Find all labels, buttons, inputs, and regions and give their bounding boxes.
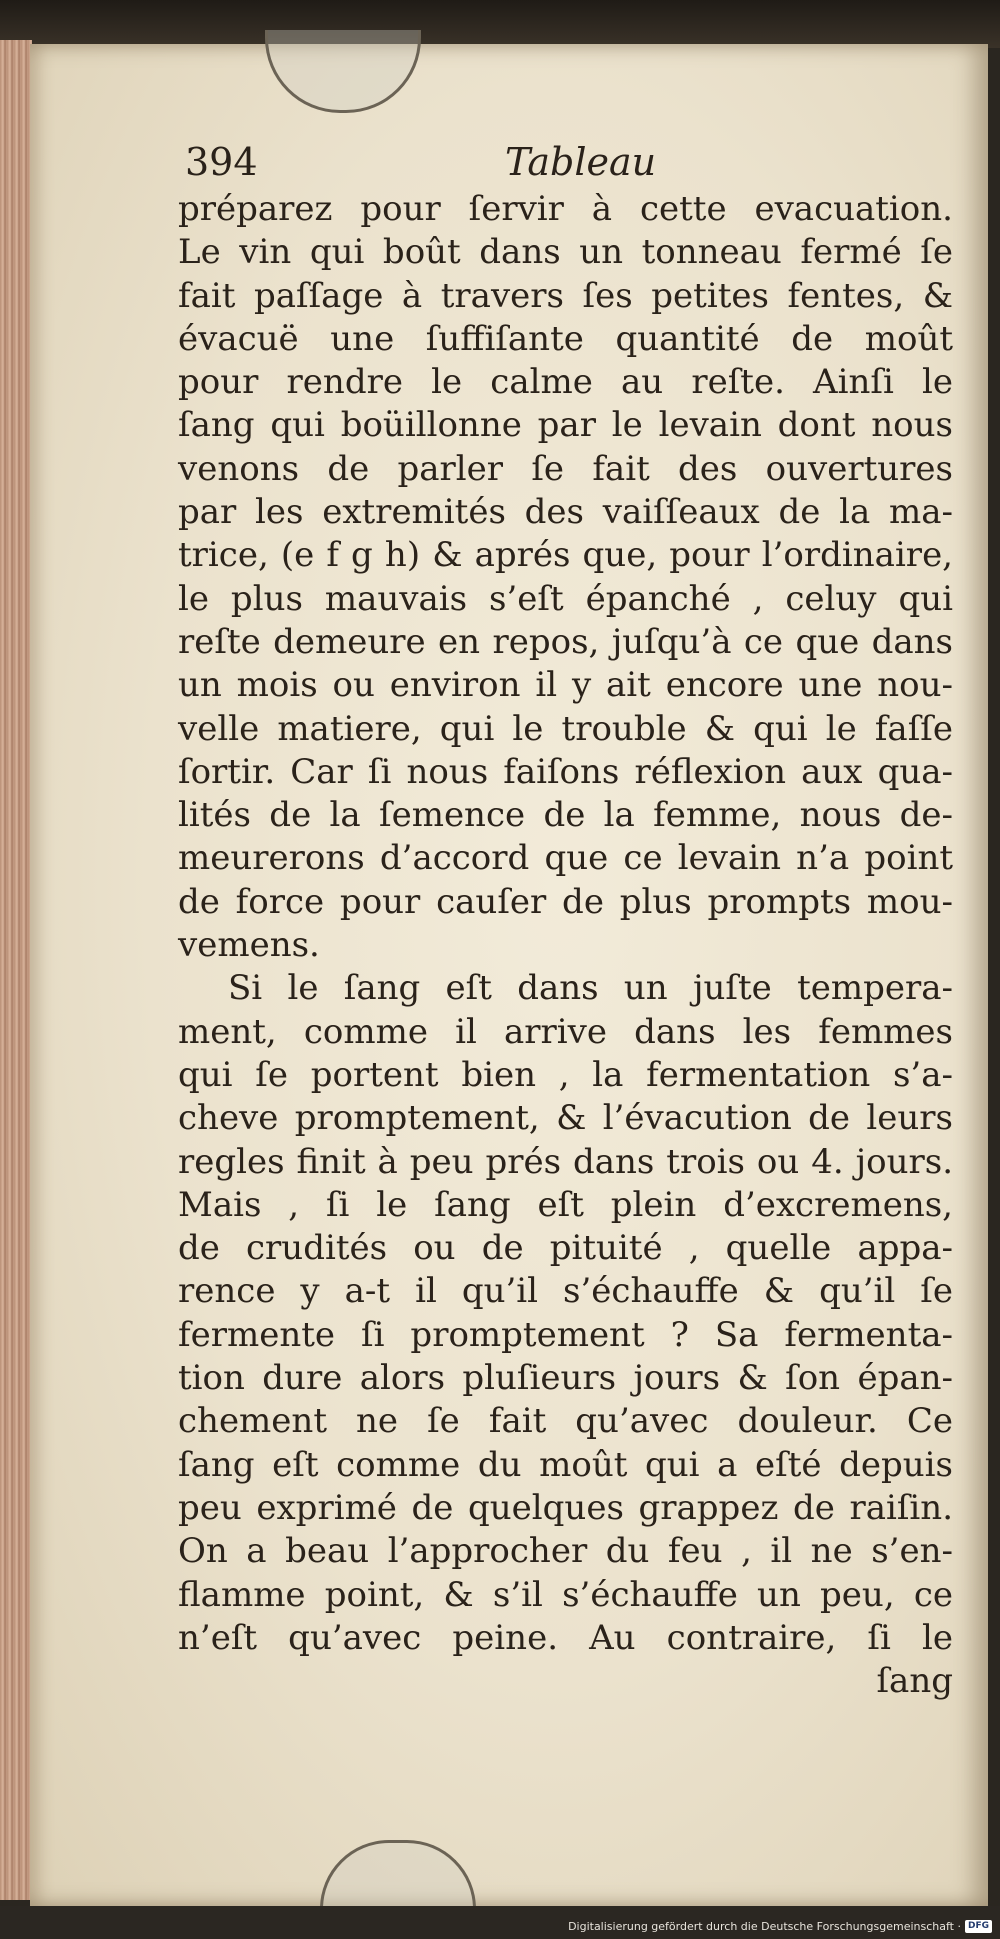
text-line: reſte demeure en repos, juſqu’à ce que dans xyxy=(178,621,953,662)
page-header xyxy=(185,140,945,186)
text-line: peu exprimé de quelques grappez de raiſin. xyxy=(178,1487,953,1528)
text-line: par les extremités des vaiſſeaux de la ma- xyxy=(178,492,953,533)
book-bottom-edge xyxy=(0,1906,1000,1939)
text-line: pour rendre le calme au reſte. Ainſi le xyxy=(178,362,953,403)
digitization-credit xyxy=(568,1920,992,1933)
dfg-logo: DFG xyxy=(965,1920,992,1933)
text-line: n’eſt qu’avec peine. Au contraire, ſi le xyxy=(178,1617,953,1658)
body-text xyxy=(178,188,953,1703)
text-line: Si le ſang eſt dans un juſte tempera- xyxy=(228,968,953,1009)
text-line: flamme point, & s’il s’échauffe un peu, ce xyxy=(178,1574,953,1615)
text-line: meurerons d’accord que ce levain n’a point xyxy=(178,838,953,879)
credit-text: Digitalisierung gefördert durch die Deutsche Forschungsgemeinschaft · xyxy=(568,1920,961,1933)
text-line: ment, comme il arrive dans les femmes xyxy=(178,1011,953,1052)
text-line: préparez pour ſervir à cette evacuation. xyxy=(178,189,953,229)
running-head: Tableau xyxy=(505,140,657,184)
text-line: un mois ou environ il y ait encore une nou- xyxy=(178,665,953,706)
text-line: ſortir. Car ſi nous faiſons réflexion aux qua- xyxy=(178,751,953,792)
text-line: Mais , ſi le ſang eſt plein d’excremens, xyxy=(178,1184,953,1225)
text-line: fermente ſi promptement ? Sa fermenta- xyxy=(178,1314,953,1355)
text-line: le plus mauvais s’eſt épanché , celuy qui xyxy=(178,578,953,619)
text-line: lités de la ſemence de la femme, nous de- xyxy=(178,795,953,836)
text-line: de crudités ou de pituité , quelle appa- xyxy=(178,1228,953,1269)
text-line: cheve promptement, & l’évacution de leurs xyxy=(178,1098,953,1139)
text-line: rence y a-t il qu’il s’échauffe & qu’il ſe xyxy=(178,1271,953,1312)
text-line: velle matiere, qui le trouble & qui le faſſe xyxy=(178,708,953,749)
book-fore-edge xyxy=(0,40,32,1900)
text-line: On a beau l’approcher du feu , il ne s’en- xyxy=(178,1531,953,1572)
text-line: fait paſſage à travers ſes petites fentes, & xyxy=(178,275,953,316)
text-line: ſang eſt comme du moût qui a eſté depuis xyxy=(178,1444,953,1485)
text-line: venons de parler ſe fait des ouvertures xyxy=(178,448,953,489)
text-line: vemens. xyxy=(178,925,320,966)
text-line: regles finit à peu prés dans trois ou 4. jours. xyxy=(178,1141,953,1182)
text-line: Le vin qui boût dans un tonneau fermé ſe xyxy=(178,232,953,273)
text-line: qui ſe portent bien , la fermentation s’a- xyxy=(178,1054,953,1095)
text-line: trice, (e f g h) & aprés que, pour l’ordinaire, xyxy=(178,535,953,576)
text-line: ſang qui boüillonne par le levain dont nous xyxy=(178,405,953,446)
text-line: évacuë une ſuffiſante quantité de moût xyxy=(178,318,953,359)
text-line: chement ne ſe fait qu’avec douleur. Ce xyxy=(178,1401,953,1442)
catchword: ſang xyxy=(876,1661,953,1702)
page-number: 394 xyxy=(185,140,258,184)
text-line: tion dure alors pluſieurs jours & ſon épan- xyxy=(178,1358,953,1399)
book-top-edge xyxy=(0,0,1000,48)
text-line: de force pour cauſer de plus prompts mou- xyxy=(178,881,953,922)
